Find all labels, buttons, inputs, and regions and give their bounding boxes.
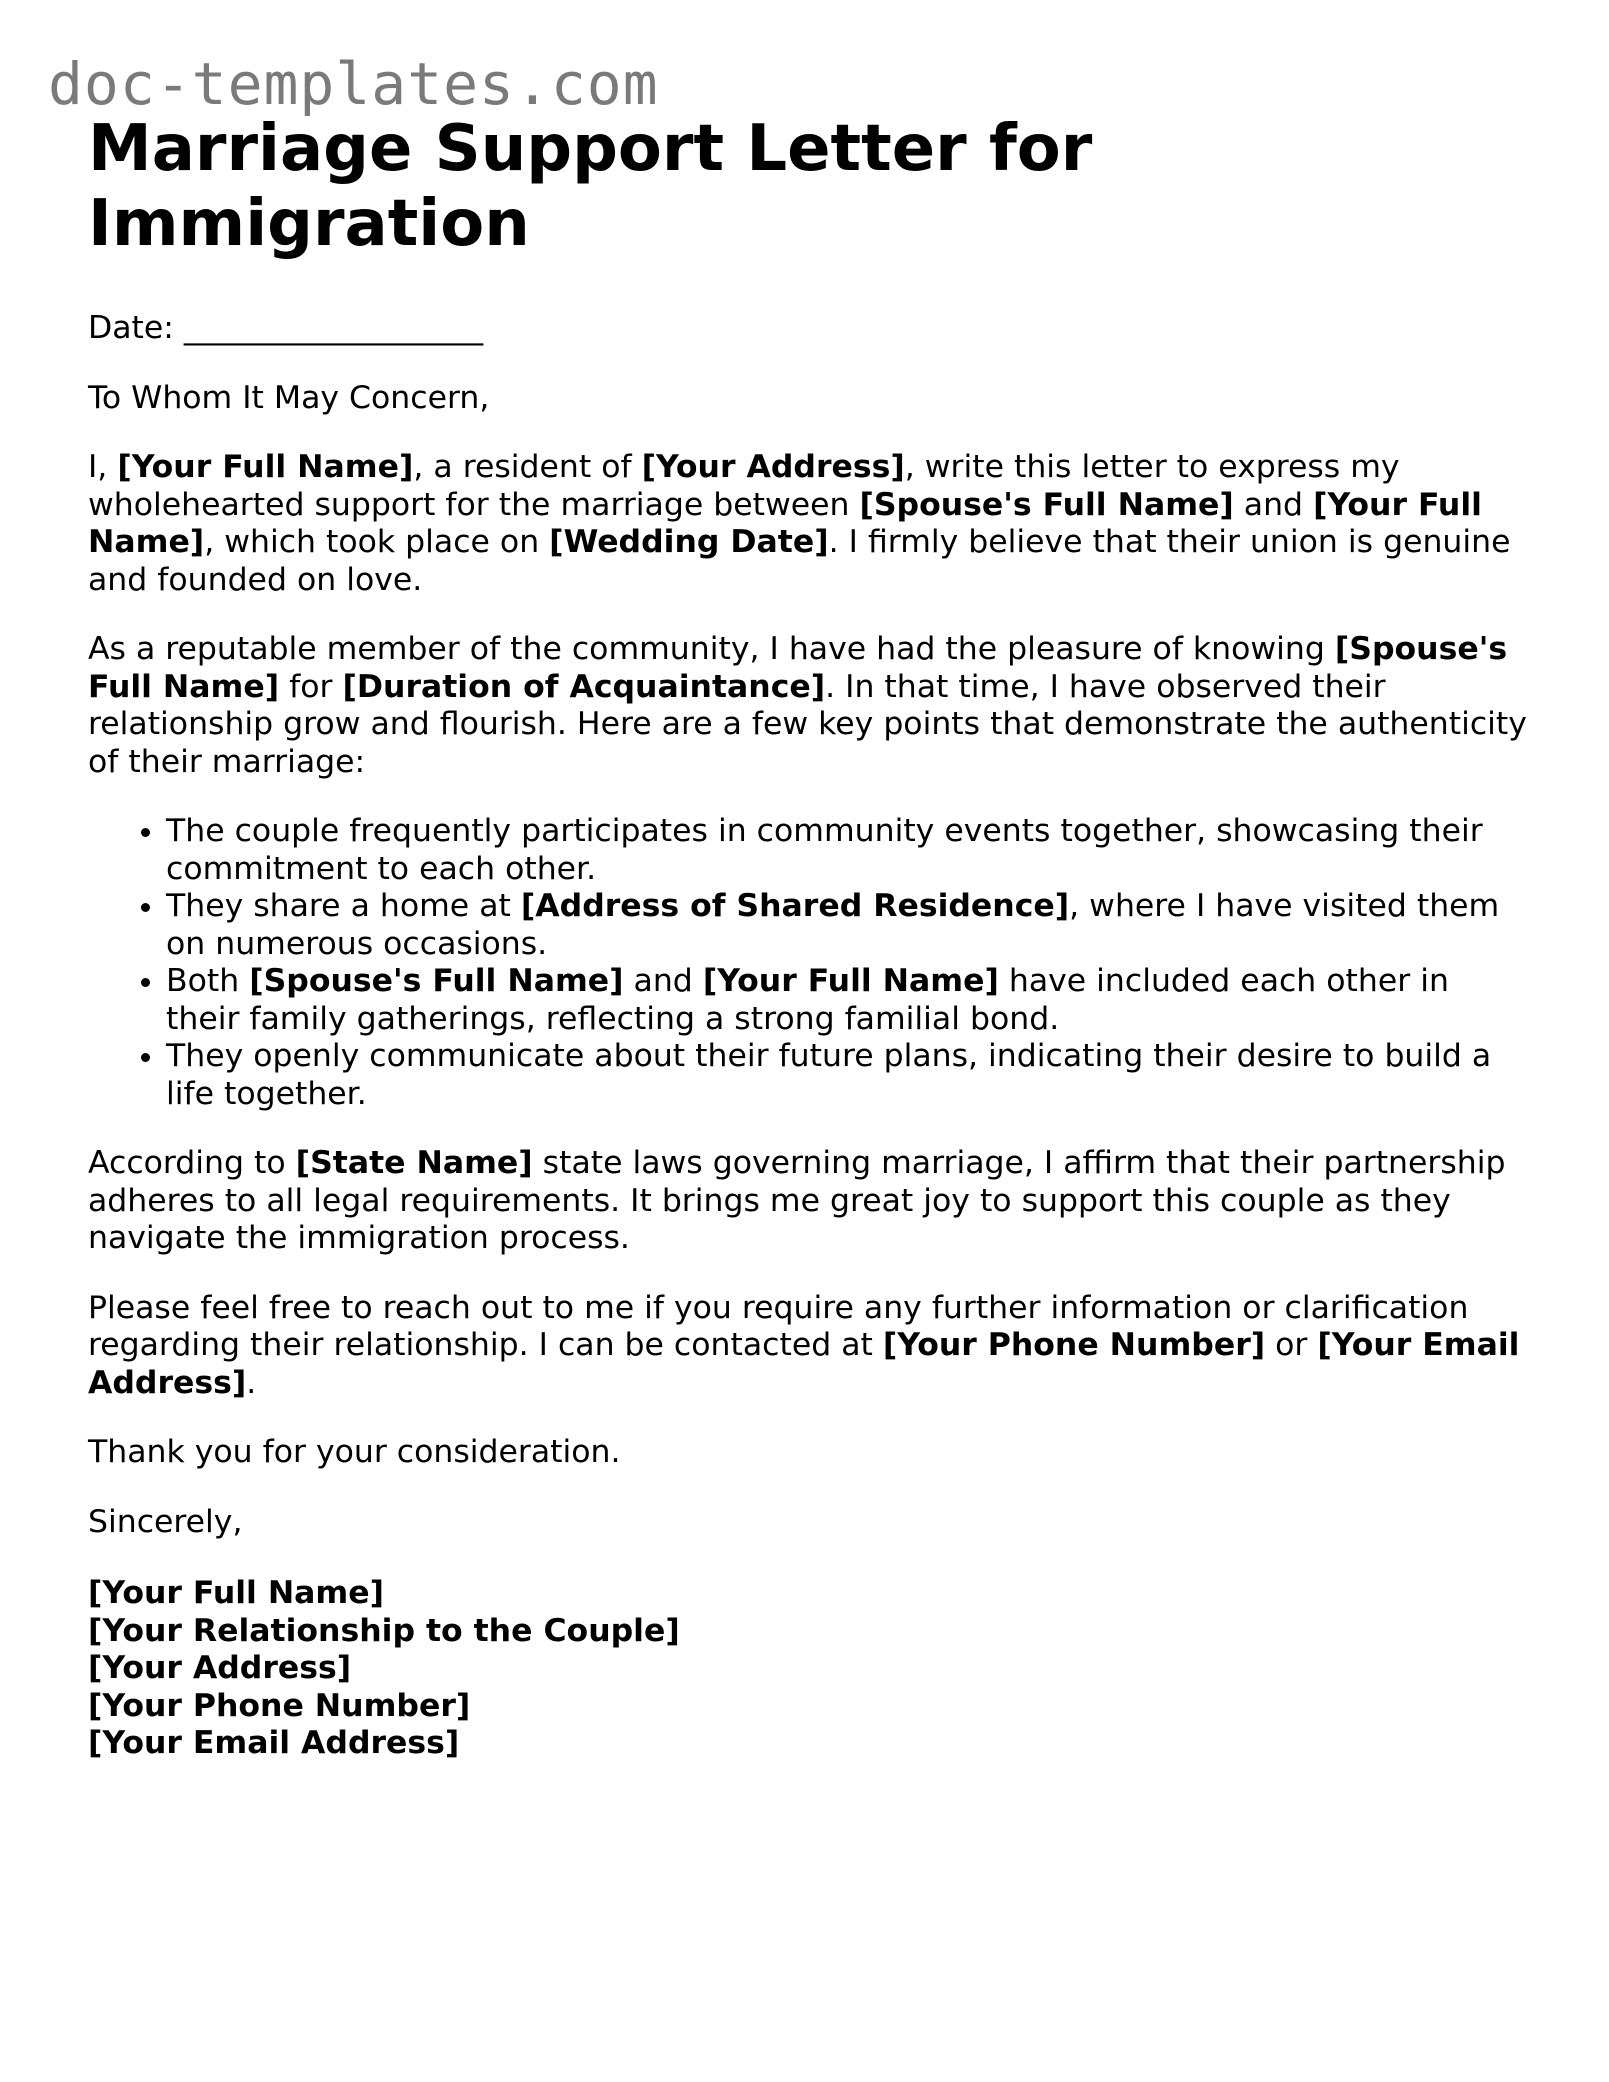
acquaintance-paragraph [88, 631, 1528, 781]
placeholder-duration: [Duration of Acquaintance] [342, 668, 826, 705]
intro-text: I, [88, 449, 118, 485]
list-item [166, 1038, 1528, 1113]
point-text: Both [166, 963, 250, 999]
signature-email: [Your Email Address] [88, 1725, 460, 1761]
signature-name: [Your Full Name] [88, 1575, 385, 1611]
placeholder-your-full-name: [Your Full Name] [702, 963, 999, 999]
contact-text: or [1265, 1327, 1318, 1363]
legal-paragraph [88, 1145, 1528, 1258]
letter-document [88, 112, 1528, 1763]
acquaintance-text: . In that time, I have observed their relationship grow and flourish. Here are a few key points that demonstrate the authenticity of their marriage: [88, 668, 1527, 780]
key-points-list [88, 813, 1528, 1113]
signoff: Sincerely, [88, 1503, 243, 1540]
signature-block [88, 1575, 1528, 1763]
placeholder-spouse-full-name: [Spouse's Full Name] [859, 486, 1234, 523]
point-text: and [623, 963, 703, 999]
list-item [166, 813, 1528, 888]
point-text: They openly communicate about their future plans, indicating their desire to build a life together. [166, 1038, 1492, 1112]
signature-address: [Your Address] [88, 1650, 352, 1686]
placeholder-wedding-date: [Wedding Date] [549, 524, 829, 560]
acquaintance-text: As a reputable member of the community, I have had the pleasure of knowing [88, 631, 1335, 667]
intro-text: . I firmly believe that their union is genuine and founded on love. [88, 524, 1511, 598]
placeholder-spouse-full-name: [Spouse's Full Name] [88, 631, 1508, 705]
intro-text: , write this letter to express my wholehearted support for the marriage between [88, 449, 1400, 523]
intro-text: and [1233, 486, 1314, 523]
date-line: Date: ___________________ [88, 310, 484, 346]
placeholder-shared-residence: [Address of Shared Residence] [520, 888, 1070, 924]
point-text: , where I have visited them on numerous occasions. [166, 888, 1500, 962]
placeholder-your-full-name: [Your Full Name] [88, 486, 1482, 560]
intro-text: , a resident of [413, 449, 642, 485]
legal-text: According to [88, 1145, 296, 1181]
list-item [166, 963, 1528, 1038]
greeting: To Whom It May Concern, [88, 379, 490, 416]
placeholder-your-address: [Your Address] [641, 449, 905, 485]
point-text: They share a home at [166, 888, 521, 924]
point-text: have included each other in their family gatherings, reflecting a strong familial bond. [166, 963, 1449, 1037]
signature-phone: [Your Phone Number] [88, 1687, 471, 1724]
placeholder-phone-number: [Your Phone Number] [882, 1327, 1266, 1363]
placeholder-state-name: [State Name] [295, 1145, 533, 1181]
point-text: The couple frequently participates in community events together, showcasing their commitment to each other. [166, 813, 1483, 887]
placeholder-your-full-name: [Your Full Name] [117, 449, 414, 485]
placeholder-spouse-full-name: [Spouse's Full Name] [249, 963, 624, 999]
legal-text: state laws governing marriage, I affirm that their partnership adheres to all legal requirements. It brings me great joy to support this couple as they navigate the immigration process. [88, 1145, 1506, 1256]
contact-text: . [246, 1364, 257, 1401]
closing-line: Thank you for your consideration. [88, 1434, 621, 1470]
intro-text: , which took place on [204, 524, 550, 560]
acquaintance-text: for [279, 668, 343, 705]
list-item [166, 888, 1528, 963]
intro-paragraph [88, 449, 1528, 599]
contact-text: Please feel free to reach out to me if you require any further information or clarification regarding their relationship. I can be contacted at [88, 1289, 1469, 1363]
document-title: Marriage Support Letter for Immigration [88, 112, 1093, 261]
contact-paragraph [88, 1290, 1528, 1403]
signature-relationship: [Your Relationship to the Couple] [88, 1612, 680, 1649]
site-watermark: doc-templates.com [48, 50, 659, 118]
placeholder-email-address: [Your Email Address] [88, 1327, 1520, 1401]
